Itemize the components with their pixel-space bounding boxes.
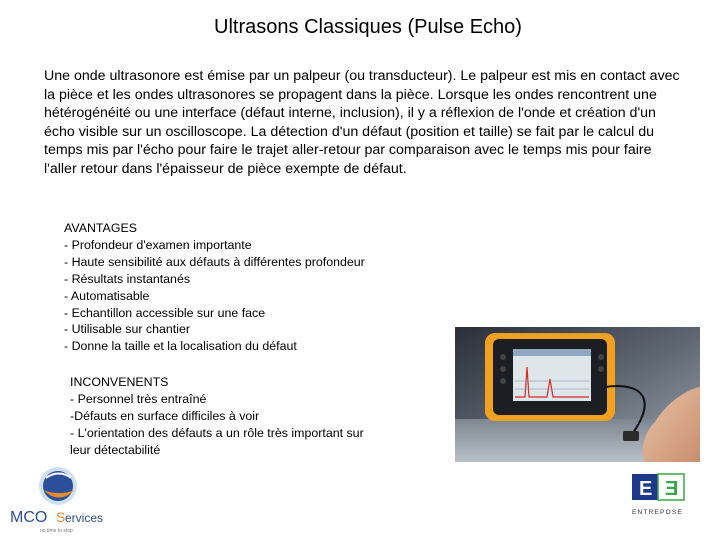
entrepose-logo (628, 470, 692, 530)
drawbacks-heading: INCONVENENTS (70, 375, 169, 389)
entrepose-wordmark: ENTREPOSE (632, 509, 683, 516)
advantage-item: - Résultats instantanés (64, 271, 191, 286)
slide-title: Ultrasons Classiques (Pulse Echo) (214, 16, 522, 38)
mco-wordmark: MCO (10, 509, 48, 526)
advantage-item: - Automatisable (64, 288, 150, 303)
advantage-item: - Echantillon accessible sur une face (64, 305, 266, 320)
advantages-heading: AVANTAGES (64, 221, 137, 235)
drawback-item: -Défauts en surface difficiles à voir (70, 408, 260, 423)
drawback-item: - Personnel très entraîné (70, 391, 207, 406)
drawback-item: leur détectabilité (70, 442, 161, 457)
advantage-item: - Profondeur d'examen importante (64, 237, 252, 252)
advantage-item: - Utilisable sur chantier (64, 322, 191, 337)
advantage-item: - Donne la taille et la localisation du défaut (64, 339, 297, 354)
drawbacks-list (70, 374, 364, 459)
advantages-list (64, 220, 365, 355)
entrepose-e-right: Ǝ (665, 478, 679, 500)
entrepose-e-left: E (639, 478, 653, 500)
drawback-item: - L'orientation des défauts a un rôle très important sur (70, 425, 364, 440)
mco-services-logo (8, 464, 116, 536)
mco-services-initial: S (56, 509, 66, 525)
intro-text: Une onde ultrasonore est émise par un palpeur (ou transducteur). Le palpeur est mis en contact avec la pièce et les ondes ultrasonores se propagent dans la pièce. Lorsque les ondes rencontrent une hétérogénéité ou une interface (défaut interne, inclusion), il y a réflexion de l'onde et création d'un écho visible sur un oscilloscope. La détection d'un défaut (position et taille) se fait par le calcul du temps mis par l'écho pour faire le trajet aller-retour par comparaison avec le temps mis pour faire l'aller retour dans l'épaisseur de pièce exempte de défaut. (44, 68, 680, 177)
mco-services-rest: ervices (65, 511, 104, 525)
mco-tagline: no time to stop (40, 528, 73, 534)
intro-paragraph (44, 67, 684, 178)
ultrasonic-device-photo (455, 327, 700, 462)
advantage-item: - Haute sensibilité aux défauts à différentes profondeur (64, 254, 365, 269)
